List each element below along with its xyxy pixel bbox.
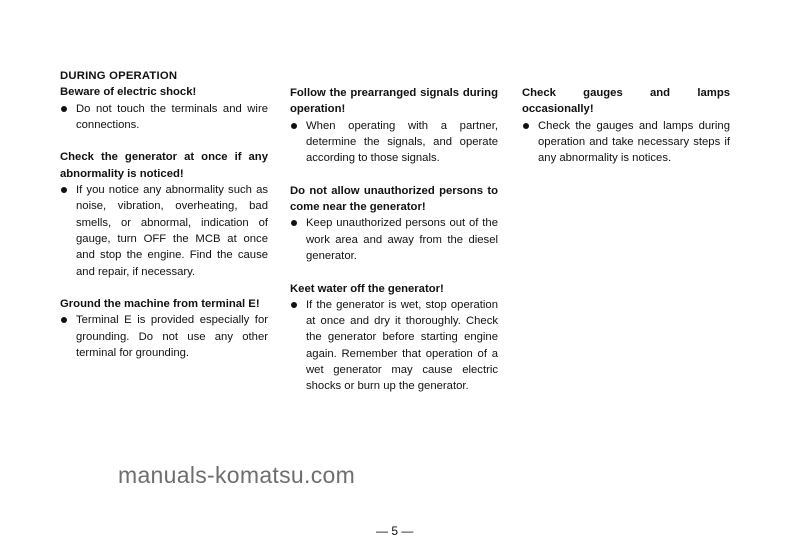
section-gauges <box>522 85 730 166</box>
section-ground <box>60 296 268 361</box>
section-water <box>290 281 498 395</box>
bullet-item <box>290 297 498 395</box>
bullet-icon <box>291 123 297 129</box>
section-title: Beware of electric shock! <box>60 86 197 99</box>
bullet-icon <box>523 123 529 129</box>
bullet-text: If the generator is wet, stop operation at once and dry it thoroughly. Check the generator before starting engine again. Remember that operation of a wet generator may cause electric shocks or burn up the generator. <box>306 298 498 393</box>
bullet-icon <box>291 302 297 308</box>
bullet-text: When operating with a partner, determine the signals, and operate according to those signals. <box>306 119 498 165</box>
section-signals <box>290 85 498 166</box>
bullet-item <box>60 182 268 280</box>
bullet-item <box>60 312 268 361</box>
bullet-icon <box>61 106 67 112</box>
bullet-item <box>290 215 498 264</box>
bullet-icon <box>291 220 297 226</box>
bullet-text: Do not touch the terminals and wire connections. <box>76 102 268 131</box>
section-unauthorized <box>290 183 498 264</box>
section-title: Check gauges and lamps occasionally! <box>522 87 730 116</box>
column-2 <box>290 85 498 411</box>
section-heading: DURING OPERATION <box>60 70 178 82</box>
bullet-item <box>290 118 498 167</box>
column-3 <box>522 85 730 183</box>
watermark: manuals-komatsu.com <box>118 462 356 488</box>
section-title: Do not allow unauthorized persons to come near the generator! <box>290 184 498 214</box>
bullet-item <box>60 101 268 134</box>
section-title: Keet water off the generator! <box>290 282 444 295</box>
bullet-icon <box>61 317 67 323</box>
page-number: — 5 — <box>376 524 414 538</box>
section-check-generator <box>60 149 268 279</box>
section-electric-shock <box>60 84 268 133</box>
bullet-text: Keep unauthorized persons out of the work area and away from the diesel generator. <box>306 217 498 262</box>
bullet-icon <box>61 187 67 193</box>
section-title: Follow the prearranged signals during operation! <box>290 87 498 116</box>
section-title: Ground the machine from terminal E! <box>60 298 260 311</box>
section-title: Check the generator at once if any abnormality is noticed! <box>60 151 268 180</box>
column-1 <box>60 68 268 378</box>
bullet-item <box>522 118 730 167</box>
bullet-text: If you notice any abnormality such as noise, vibration, overheating, bad smells, or abnormal, indication of gauge, turn OFF the MCB at once and stop the engine. Find the cause and repair, if necessary. <box>76 184 268 278</box>
bullet-text: Check the gauges and lamps during operation and take necessary steps if any abnormality is notices. <box>538 119 730 165</box>
bullet-text: Terminal E is provided especially for grounding. Do not use any other terminal for grounding. <box>76 314 268 360</box>
